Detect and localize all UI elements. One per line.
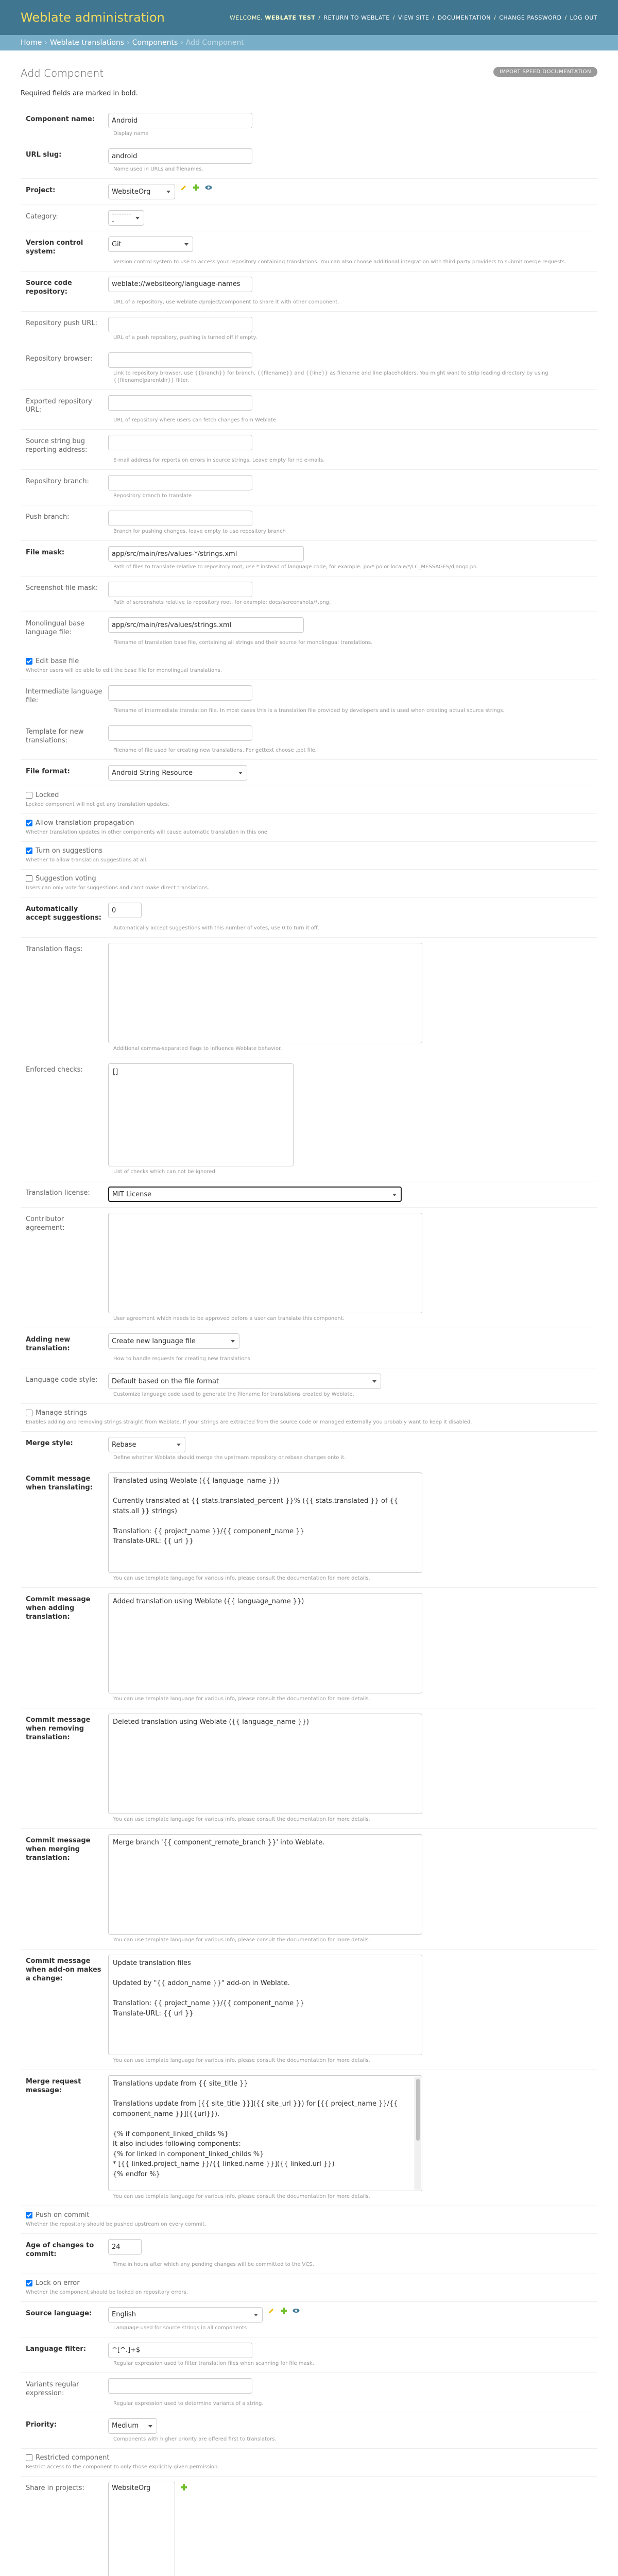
label-edit-template: Edit base file [36, 657, 79, 665]
row-category [21, 205, 597, 231]
welcome-text: WELCOME, [230, 14, 263, 21]
row-manage-units [21, 1404, 597, 1432]
row-branch [21, 470, 597, 505]
vcs-select[interactable]: Git [108, 236, 193, 252]
help-agreement: User agreement which needs to be approved before a user can translate this component. [113, 1316, 345, 1322]
label-report: Source string bug reporting address: [26, 437, 88, 454]
help-report: E-mail address for reports on errors in source strings. Leave empty for no e-mails. [113, 457, 325, 464]
help-new-base: Filename of file used for creating new translations. For gettext choose .pot file. [113, 748, 317, 754]
add-icon[interactable] [280, 2307, 287, 2314]
help-restricted: Restrict access to the component to only those explicitly given permission. [26, 2464, 219, 2470]
locked-checkbox[interactable] [26, 792, 32, 799]
breadcrumb: Home › Weblate translations › Components › Add Component [0, 35, 618, 50]
row-priority [21, 2413, 597, 2449]
help-commit-message: You can use template language for various info, please consult the documentation for more details. [113, 1575, 370, 1582]
category-select[interactable]: --------- [108, 210, 144, 226]
label-flags: Translation flags: [26, 945, 83, 954]
label-template: Monolingual base language file: [26, 620, 85, 637]
repo-input[interactable] [108, 277, 252, 292]
help-auto-lock-error: Whether the component should be locked on repository errors. [26, 2289, 188, 2295]
row-suggestion-voting [21, 870, 597, 897]
label-suggestion-voting: Suggestion voting [36, 875, 96, 883]
form-fieldset [21, 108, 597, 2576]
label-delete-message: Commit message when removing translation: [26, 1716, 91, 1741]
help-exported: URL of repository where users can fetch changes from Weblate [113, 417, 276, 423]
row-flags [21, 938, 597, 1058]
help-variant-regex: Regular expression used to determine variants of a string. [113, 2400, 264, 2406]
flags-textarea[interactable] [108, 943, 422, 1043]
breadcrumb-model[interactable]: Components [132, 39, 178, 47]
breadcrumb-current: Add Component [185, 39, 244, 47]
suggestion-voting-checkbox[interactable] [26, 875, 32, 882]
eye-icon[interactable] [293, 2307, 300, 2314]
help-source-language: Language used for source strings in all components [113, 2325, 247, 2331]
label-language-regex: Language filter: [26, 2345, 87, 2353]
content [0, 50, 618, 2576]
user-tools: WELCOME, WEBLATE TEST / RETURN TO WEBLATE / VIEW SITE / DOCUMENTATION / CHANGE PASSWORD / LOG OUT [230, 14, 597, 21]
help-branch: Repository branch to translate [113, 493, 192, 499]
add-icon[interactable] [193, 184, 200, 191]
label-merge-message: Commit message when merging translation: [26, 1837, 91, 1862]
help-flags: Additional comma-separated flags to influence Weblate behavior. [113, 1046, 282, 1052]
agreement-textarea[interactable] [108, 1213, 422, 1313]
row-push-on-commit [21, 2206, 597, 2234]
help-checks: List of checks which can not be ignored. [113, 1169, 217, 1175]
template-input[interactable] [108, 617, 304, 633]
filemask-input[interactable] [108, 546, 304, 562]
row-propagation [21, 814, 597, 842]
row-vcs [21, 231, 597, 272]
label-new-lang: Adding new translation: [26, 1336, 71, 1353]
pencil-icon[interactable] [268, 2307, 275, 2314]
help-screenshot: Path of screenshots relative to repository root, for example: docs/screenshots/*.png. [113, 600, 331, 606]
license-select[interactable]: MIT License [108, 1187, 402, 1202]
propagation-checkbox[interactable] [26, 820, 32, 826]
row-name [21, 108, 597, 143]
help-add-message: You can use template language for various info, please consult the documentation for more details. [113, 1696, 370, 1702]
textarea-scrollbar[interactable] [415, 2077, 421, 2190]
label-branch: Repository branch: [26, 478, 89, 486]
source-language-select[interactable]: English [108, 2307, 263, 2323]
row-language-regex [21, 2337, 597, 2373]
row-merge-message [21, 1829, 597, 1950]
help-new-lang: How to handle requests for creating new translations. [113, 1356, 252, 1362]
row-license [21, 1181, 597, 1208]
label-source-language: Source language: [26, 2309, 92, 2317]
help-vcs: Version control system to use to access your repository containing translations. You can also choose additional integration with third party providers to submit merge requests. [113, 259, 566, 265]
help-pull-message: You can use template language for various info, please consult the documentation for more details. [113, 2194, 370, 2200]
screenshot-filemask-input[interactable] [108, 582, 252, 597]
row-add-message [21, 1588, 597, 1708]
row-screenshot [21, 577, 597, 612]
help-lang-code-style: Customize language code used to generate the filename for translations created by Weblate. [113, 1392, 354, 1398]
row-filemask [21, 541, 597, 577]
help-intermediate: Filename of intermediate translation file. In most cases this is a translation file provided by developers and is used when creating actual source strings. [113, 707, 505, 714]
push-url-input[interactable] [108, 317, 252, 332]
row-suggestions [21, 842, 597, 870]
help-merge-message: You can use template language for various info, please consult the documentation for more details. [113, 1937, 370, 1943]
row-variant-regex [21, 2373, 597, 2413]
eye-icon[interactable] [205, 184, 212, 191]
commit-pending-age-input[interactable] [108, 2239, 142, 2255]
row-browser [21, 347, 597, 390]
file-format-select[interactable]: Android String Resource [108, 765, 247, 781]
share-projects-multiselect[interactable] [108, 2482, 175, 2576]
row-push-branch [21, 505, 597, 541]
help-language-regex: Regular expression used to filter translation files when scanning for file mask. [113, 2360, 314, 2366]
help-name: Display name [113, 131, 149, 137]
help-suggestions: Whether to allow translation suggestions at all. [26, 857, 148, 863]
label-pull-message: Merge request message: [26, 2078, 81, 2094]
return-to-weblate-link[interactable]: RETURN TO WEBLATE [323, 14, 390, 21]
label-commit-message: Commit message when translating: [26, 1475, 93, 1492]
report-source-bugs-input[interactable] [108, 435, 252, 450]
help-push-branch: Branch for pushing changes, leave empty to use repository branch [113, 529, 286, 535]
help-delete-message: You can use template language for various info, please consult the documentation for more details. [113, 1817, 370, 1823]
row-file-format [21, 760, 597, 786]
repo-browser-input[interactable] [108, 352, 252, 368]
help-addon-message: You can use template language for various info, please consult the documentation for more details. [113, 2058, 370, 2064]
row-checks [21, 1058, 597, 1181]
label-agreement: Contributor agreement: [26, 1215, 65, 1232]
documentation-link[interactable]: DOCUMENTATION [437, 14, 491, 21]
row-template [21, 612, 597, 652]
row-repo [21, 272, 597, 312]
commit-message-textarea[interactable]: Translated using Weblate ({{ language_name }}) Currently translated at {{ stats.translated_percent }}% ({{ stats.translated }} of {{ stats.all }} strings) Translation: {{ project_name }}/{{ component_name }} Translate-URL: {{ url }} [108, 1472, 422, 1573]
row-project [21, 179, 597, 205]
help-filemask: Path of files to translate relative to repository root, use * instead of language code, for example: po/*.po or locale/*/LC_MESSAGES/django.po. [113, 564, 478, 570]
project-option[interactable]: WebsiteOrg [112, 2484, 151, 2492]
label-browser: Repository browser: [26, 354, 93, 363]
exported-url-input[interactable] [108, 395, 252, 411]
related-widget-source-language [268, 2307, 300, 2314]
label-priority: Priority: [26, 2420, 57, 2429]
label-suggestions: Turn on suggestions [36, 847, 102, 855]
label-push-branch: Push branch: [26, 513, 70, 521]
related-widget-links [180, 2484, 187, 2491]
label-license: Translation license: [26, 1189, 90, 1197]
label-push-on-commit: Push on commit [36, 2211, 90, 2219]
label-add-message: Commit message when adding translation: [26, 1596, 91, 1621]
row-lang-code-style [21, 1368, 597, 1404]
row-new-base [21, 720, 597, 760]
row-restricted [21, 2449, 597, 2477]
help-commit-pending-age: Time in hours after which any pending changes will be committed to the VCS. [113, 2261, 314, 2267]
priority-select[interactable]: Medium [108, 2418, 157, 2434]
variant-regex-input[interactable] [108, 2378, 252, 2394]
merge-style-select[interactable]: Rebase [108, 1437, 185, 1452]
language-regex-input[interactable] [108, 2343, 252, 2358]
push-branch-input[interactable] [108, 511, 252, 526]
label-commit-pending-age: Age of changes to commit: [26, 2242, 94, 2258]
pull-message-textarea[interactable]: Translations update from {{ site_title }} Translations update from [{{ site_title }}]({{ site_url }}) for [{{ project_name }}/{{ component_name }}]({{url}}). {% if component_linked_childs %} It also includes following components: {% for linked in component_linked_childs %} * [{{ linked.project_name }}/{{ linked.name }}]({{ linked.url }}) {% endfor %} [108, 2075, 422, 2191]
edit-template-checkbox[interactable] [26, 658, 32, 665]
row-slug [21, 143, 597, 179]
logout-link[interactable]: LOG OUT [570, 14, 597, 21]
row-commit-pending-age [21, 2234, 597, 2274]
label-filemask: File mask: [26, 549, 65, 557]
auto-accept-input[interactable] [108, 903, 142, 918]
breadcrumb-app[interactable]: Weblate translations [49, 39, 125, 47]
manage-units-checkbox[interactable] [26, 1410, 32, 1416]
add-message-textarea[interactable]: Added translation using Weblate ({{ language_name }}) [108, 1593, 422, 1693]
component-name-input[interactable] [108, 113, 252, 128]
username: WEBLATE TEST [265, 14, 316, 21]
new-lang-select[interactable]: Create new language file [108, 1333, 239, 1349]
help-edit-template: Whether users will be able to edit the base file for monolingual translations. [26, 667, 222, 673]
help-slug: Name used in URLs and filenames. [113, 166, 203, 172]
row-intermediate [21, 680, 597, 720]
related-widget-project [180, 184, 212, 191]
branch-input[interactable] [108, 475, 252, 490]
label-propagation: Allow translation propagation [36, 819, 134, 827]
label-variant-regex: Variants regular expression: [26, 2380, 79, 2397]
label-manage-units: Manage strings [36, 1409, 87, 1417]
label-name: Component name: [26, 115, 95, 123]
label-auto-lock-error: Lock on error [36, 2279, 80, 2287]
pencil-icon[interactable] [180, 184, 187, 191]
help-suggestion-voting: Users can only vote for suggestions and can't make direct translations. [26, 885, 210, 891]
label-category: Category: [26, 213, 58, 221]
label-merge-style: Merge style: [26, 1439, 73, 1448]
auto-lock-error-checkbox[interactable] [26, 2280, 32, 2286]
label-file-format: File format: [26, 768, 70, 776]
help-locked: Locked component will not get any translation updates. [26, 802, 169, 808]
help-priority: Components with higher priority are offered first to translators. [113, 2436, 277, 2442]
help-repo: URL of a repository, use weblate://project/component to share it with other component. [113, 299, 339, 305]
row-pull-message [21, 2070, 597, 2206]
required-note: Required fields are marked in bold. [21, 90, 138, 97]
row-locked [21, 786, 597, 814]
row-addon-message [21, 1950, 597, 2070]
delete-message-textarea[interactable]: Deleted translation using Weblate ({{ language_name }}) [108, 1714, 422, 1814]
label-addon-message: Commit message when add-on makes a change: [26, 1957, 101, 1982]
label-repo: Source code repository: [26, 279, 72, 296]
project-select[interactable]: WebsiteOrg [108, 184, 175, 199]
row-report [21, 430, 597, 470]
object-tools [493, 67, 597, 77]
label-locked: Locked [36, 791, 59, 800]
label-new-base: Template for new translations: [26, 727, 84, 744]
label-links: Share in projects: [26, 2484, 84, 2492]
help-auto-accept: Automatically accept suggestions with this number of votes, use 0 to turn it off. [113, 925, 319, 931]
label-screenshot: Screenshot file mask: [26, 584, 98, 592]
help-merge-style: Define whether Weblate should merge the upstream repository or rebase changes onto it. [113, 1455, 346, 1461]
row-push [21, 312, 597, 347]
row-delete-message [21, 1708, 597, 1829]
label-vcs: Version control system: [26, 239, 83, 256]
help-template: Filename of translation base file, containing all strings and their source for monolingual translations. [113, 639, 373, 646]
row-source-language [21, 2302, 597, 2337]
help-push-on-commit: Whether the repository should be pushed upstream on every commit. [26, 2222, 207, 2228]
label-exported: Exported repository URL: [26, 397, 92, 414]
label-auto-accept: Automatically accept suggestions: [26, 905, 101, 922]
label-project: Project: [26, 187, 56, 194]
lang-code-style-select[interactable]: Default based on the file format [108, 1374, 381, 1389]
label-slug: URL slug: [26, 151, 62, 159]
enforced-checks-textarea[interactable]: [] [108, 1063, 294, 1166]
row-auto-lock-error [21, 2274, 597, 2302]
label-lang-code-style: Language code style: [26, 1376, 98, 1384]
label-checks: Enforced checks: [26, 1066, 83, 1074]
url-slug-input[interactable] [108, 148, 252, 164]
page-title: Add Component [21, 67, 104, 79]
change-password-link[interactable]: CHANGE PASSWORD [499, 14, 562, 21]
add-icon[interactable] [180, 2484, 187, 2491]
row-exported [21, 390, 597, 430]
help-propagation: Whether translation updates in other components will cause automatic translation in this one [26, 829, 267, 836]
help-manage-units: Enables adding and removing strings straight from Weblate. If your strings are extracted from the source code or managed externally you probably want to keep it disabled. [26, 1419, 472, 1426]
view-site-link[interactable]: VIEW SITE [398, 14, 430, 21]
row-new-lang [21, 1328, 597, 1368]
addon-message-textarea[interactable]: Update translation files Updated by "{{ addon_name }}" add-on in Weblate. Translation: {{ project_name }}/{{ component_name }} Translate-URL: {{ url }} [108, 1955, 422, 2055]
breadcrumb-home[interactable]: Home [21, 39, 42, 47]
push-on-commit-checkbox[interactable] [26, 2212, 32, 2218]
label-push: Repository push URL: [26, 319, 98, 327]
row-commit-message [21, 1467, 597, 1588]
site-name[interactable]: Weblate administration [21, 10, 165, 25]
row-auto-accept [21, 897, 597, 938]
row-edit-template [21, 652, 597, 680]
row-links [21, 2477, 597, 2576]
merge-message-textarea[interactable]: Merge branch '{{ component_remote_branch }}' into Weblate. [108, 1834, 422, 1935]
row-agreement [21, 1208, 597, 1328]
label-restricted: Restricted component [36, 2453, 110, 2462]
header [0, 0, 618, 35]
row-merge-style [21, 1432, 597, 1467]
suggestions-checkbox[interactable] [26, 848, 32, 854]
help-browser: Link to repository browser, use {{branch}} for branch, {{filename}} and {{line}} as filename and line placeholders. You might want to strip leading directory by using {{filename|parentdir}} filter. [113, 370, 548, 383]
import-speed-documentation-button[interactable]: IMPORT SPEED DOCUMENTATION [493, 67, 597, 77]
new-base-input[interactable] [108, 725, 252, 741]
label-intermediate: Intermediate language file: [26, 687, 102, 704]
intermediate-input[interactable] [108, 685, 252, 701]
restricted-checkbox[interactable] [26, 2454, 32, 2461]
help-push: URL of a push repository, pushing is turned off if empty. [113, 334, 258, 341]
